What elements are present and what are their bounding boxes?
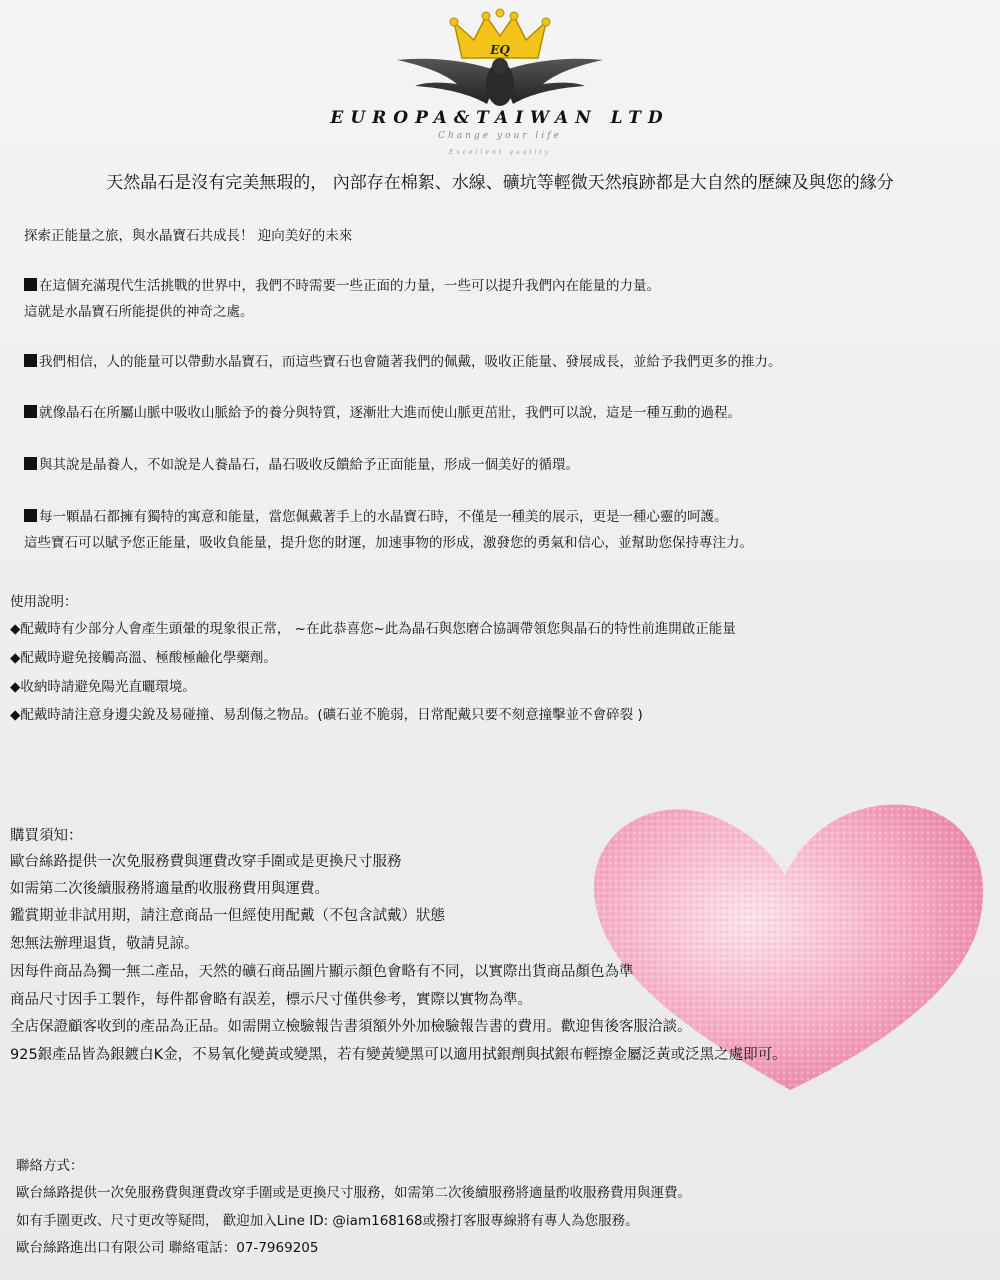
page-headline: 天然晶石是沒有完美無瑕的， 內部存在棉絮、水線、礦坑等輕微天然痕跡都是大自然的歷練及與您的緣分 — [106, 173, 894, 193]
usage-item: ◆配戴時有少部分人會產生頭暈的現象很正常， ~在此恭喜您~此為晶石與您磨合協調帶領您與晶石的特性前進開啟正能量 — [10, 621, 736, 637]
usage-title: 使用說明： — [10, 594, 78, 610]
svg-text:EQ: EQ — [490, 43, 510, 57]
purchase-item: 因每件商品為獨一無二產品，天然的礦石商品圖片顯示顏色會略有不同，以實際出貨商品顏色為準 — [10, 964, 634, 980]
contact-title: 聯絡方式： — [16, 1158, 84, 1174]
bullet-square-icon — [24, 457, 37, 470]
heart-decoration-icon — [585, 790, 1000, 1120]
bullet-square-icon — [24, 278, 37, 291]
usage-item: ◆配戴時請注意身邊尖銳及易碰撞、易刮傷之物品。(礦石並不脆弱，日常配戴只要不刻意撞擊並不會碎裂 ) — [10, 707, 643, 723]
intro-paragraph-1-line-2: 這就是水晶寶石所能提供的神奇之處。 — [24, 304, 254, 320]
bullet-square-icon — [24, 405, 37, 418]
brand-subtagline: Excellent quality — [448, 149, 552, 156]
purchase-item: 如需第二次後續服務將適量酌收服務費用與運費。 — [10, 881, 329, 897]
intro-title: 探索正能量之旅，與水晶寶石共成長！ 迎向美好的未來 — [24, 228, 353, 244]
purchase-item: 商品尺寸因手工製作，每件都會略有誤差，標示尺寸僅供參考，實際以實物為準。 — [10, 992, 532, 1008]
intro-paragraph-4: 與其說是晶養人，不如說是人養晶石，晶石吸收反饋給予正面能量，形成一個美好的循環。 — [24, 455, 579, 475]
contact-phone: 歐台絲路進出口有限公司 聯絡電話：07-7969205 — [16, 1240, 319, 1256]
intro-paragraph-5-line-2: 這些寶石可以賦予您正能量，吸收負能量，提升您的財運，加速事物的形成，激發您的勇氣和信心，並幫助您保持專注力。 — [24, 535, 753, 551]
purchase-item: 全店保證顧客收到的產品為正品。如需開立檢驗報告書須額外外加檢驗報告書的費用。歡迎售後客服洽談。 — [10, 1019, 692, 1035]
usage-item: ◆配戴時避免接觸高溫、極酸極鹼化學藥劑。 — [10, 650, 277, 666]
contact-item: 歐台絲路提供一次免服務費與運費改穿手圍或是更換尺寸服務，如需第二次後續服務將適量酌收服務費用與運費。 — [16, 1185, 691, 1201]
usage-item: ◆收納時請避免陽光直曬環境。 — [10, 679, 196, 695]
eagle-icon — [395, 52, 605, 112]
brand-name: EUROPA&TAIWAN LTD — [330, 108, 670, 128]
purchase-item: 鑑賞期並非試用期，請注意商品一但經使用配戴（不包含試戴）狀態 — [10, 908, 445, 924]
intro-paragraph-1-line-1: 在這個充滿現代生活挑戰的世界中，我們不時需要一些正面的力量，一些可以提升我們內在能量的力量。 — [24, 276, 660, 296]
brand-tagline: Change your life — [438, 131, 562, 141]
intro-paragraph-2: 我們相信，人的能量可以帶動水晶寶石，而這些寶石也會隨著我們的佩戴，吸收正能量、發展成長，並給予我們更多的推力。 — [24, 352, 782, 372]
intro-paragraph-5-line-1: 每一顆晶石都擁有獨特的寓意和能量，當您佩戴著手上的水晶寶石時，不僅是一種美的展示，更是一種心靈的呵護。 — [24, 507, 728, 527]
bullet-square-icon — [24, 354, 37, 367]
bullet-square-icon — [24, 509, 37, 522]
company-logo — [0, 0, 1000, 165]
purchase-item: 恕無法辦理退貨，敬請見諒。 — [10, 936, 199, 952]
purchase-title: 購買須知： — [10, 828, 83, 844]
purchase-item: 歐台絲路提供一次免服務費與運費改穿手圍或是更換尺寸服務 — [10, 854, 402, 870]
purchase-item: 925銀產品皆為銀鍍白K金，不易氧化變黃或變黑，若有變黃變黑可以適用拭銀劑與拭銀布輕擦金屬泛黃或泛黑之處即可。 — [10, 1047, 787, 1063]
contact-item: 如有手圍更改、尺寸更改等疑問， 歡迎加入Line ID: @iam168168或撥打客服專線將有專人為您服務。 — [16, 1213, 639, 1229]
intro-paragraph-3: 就像晶石在所屬山脈中吸收山脈給予的養分與特質，逐漸壯大進而使山脈更茁壯，我們可以說，這是一種互動的過程。 — [24, 403, 741, 423]
